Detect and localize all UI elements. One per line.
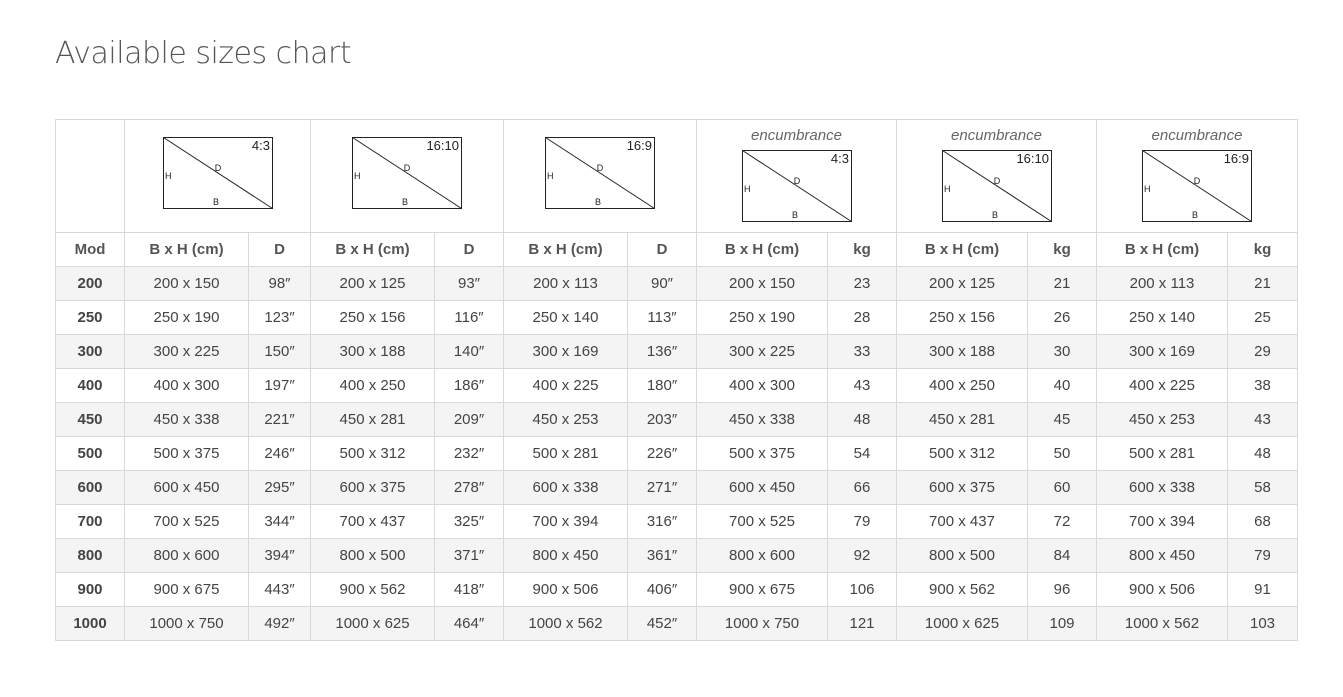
table-cell: 800 x 500 — [311, 539, 435, 573]
height-label: H — [743, 184, 750, 194]
column-header: B x H (cm) — [697, 233, 828, 267]
table-cell: 96 — [1028, 573, 1097, 607]
table-cell: 92 — [828, 539, 897, 573]
table-row — [56, 471, 1298, 505]
table-cell: 271″ — [628, 471, 697, 505]
table-cell: 197″ — [249, 369, 311, 403]
aspect-ratio-label: 16:10 — [1015, 151, 1049, 166]
table-cell: 250 x 140 — [1097, 301, 1228, 335]
table-cell: 48 — [1228, 437, 1298, 471]
table-cell: 123″ — [249, 301, 311, 335]
table-cell: 1000 x 625 — [897, 607, 1028, 641]
diagram-cell — [504, 120, 697, 233]
table-cell: 800 x 600 — [697, 539, 828, 573]
table-cell: 43 — [828, 369, 897, 403]
base-label: B — [212, 197, 219, 207]
aspect-ratio-label: 16:9 — [626, 138, 652, 153]
table-cell: 400 x 300 — [697, 369, 828, 403]
table-cell: 103 — [1228, 607, 1298, 641]
table-cell: 406″ — [628, 573, 697, 607]
model-cell: 900 — [56, 573, 125, 607]
table-cell: 60 — [1028, 471, 1097, 505]
table-cell: 450 x 281 — [311, 403, 435, 437]
sizes-table — [55, 119, 1298, 641]
table-cell: 45 — [1028, 403, 1097, 437]
column-header: B x H (cm) — [125, 233, 249, 267]
screen-diagram-4x3 — [742, 150, 852, 222]
base-label: B — [991, 210, 998, 220]
table-cell: 500 x 281 — [504, 437, 628, 471]
height-label: H — [354, 171, 361, 181]
table-cell: 800 x 500 — [897, 539, 1028, 573]
column-header: B x H (cm) — [1097, 233, 1228, 267]
table-cell: 344″ — [249, 505, 311, 539]
table-cell: 464″ — [435, 607, 504, 641]
table-cell: 300 x 188 — [311, 335, 435, 369]
table-cell: 200 x 125 — [897, 267, 1028, 301]
model-cell: 250 — [56, 301, 125, 335]
table-cell: 226″ — [628, 437, 697, 471]
column-header: D — [435, 233, 504, 267]
table-cell: 150″ — [249, 335, 311, 369]
base-label: B — [791, 210, 798, 220]
table-cell: 200 x 150 — [125, 267, 249, 301]
encumbrance-label: encumbrance — [951, 127, 1042, 144]
table-cell: 300 x 225 — [125, 335, 249, 369]
table-cell: 600 x 375 — [311, 471, 435, 505]
table-cell: 295″ — [249, 471, 311, 505]
base-label: B — [594, 197, 602, 207]
table-row — [56, 301, 1298, 335]
table-cell: 246″ — [249, 437, 311, 471]
diagonal-label: D — [403, 163, 411, 173]
table-cell: 93″ — [435, 267, 504, 301]
table-cell: 250 x 156 — [311, 301, 435, 335]
table-cell: 68 — [1228, 505, 1298, 539]
table-cell: 250 x 190 — [697, 301, 828, 335]
table-cell: 400 x 300 — [125, 369, 249, 403]
table-cell: 900 x 506 — [1097, 573, 1228, 607]
table-cell: 221″ — [249, 403, 311, 437]
table-cell: 38 — [1228, 369, 1298, 403]
model-cell: 800 — [56, 539, 125, 573]
diagonal-label: D — [993, 176, 1000, 186]
table-cell: 900 x 562 — [897, 573, 1028, 607]
model-cell: 500 — [56, 437, 125, 471]
table-cell: 200 x 125 — [311, 267, 435, 301]
table-cell: 136″ — [628, 335, 697, 369]
header-row — [56, 233, 1298, 267]
table-cell: 21 — [1228, 267, 1298, 301]
table-cell: 700 x 394 — [1097, 505, 1228, 539]
page-title: Available sizes chart — [55, 36, 352, 71]
table-cell: 452″ — [628, 607, 697, 641]
table-cell: 700 x 437 — [897, 505, 1028, 539]
screen-diagram-16x9 — [1142, 150, 1252, 222]
table-row — [56, 539, 1298, 573]
diagram-cell — [125, 120, 311, 233]
table-cell: 394″ — [249, 539, 311, 573]
model-cell: 450 — [56, 403, 125, 437]
table-cell: 500 x 312 — [311, 437, 435, 471]
table-row — [56, 403, 1298, 437]
table-cell: 600 x 338 — [1097, 471, 1228, 505]
table-cell: 500 x 375 — [697, 437, 828, 471]
table-cell: 72 — [1028, 505, 1097, 539]
table-cell: 278″ — [435, 471, 504, 505]
table-cell: 90″ — [628, 267, 697, 301]
table-cell: 200 x 150 — [697, 267, 828, 301]
height-label: H — [547, 171, 554, 181]
table-cell: 58 — [1228, 471, 1298, 505]
table-row — [56, 369, 1298, 403]
table-cell: 250 x 190 — [125, 301, 249, 335]
table-cell: 600 x 375 — [897, 471, 1028, 505]
table-row — [56, 505, 1298, 539]
table-cell: 40 — [1028, 369, 1097, 403]
table-cell: 84 — [1028, 539, 1097, 573]
height-label: H — [1144, 184, 1151, 194]
table-cell: 450 x 338 — [697, 403, 828, 437]
table-cell: 116″ — [435, 301, 504, 335]
table-cell: 1000 x 562 — [504, 607, 628, 641]
model-cell: 400 — [56, 369, 125, 403]
table-cell: 500 x 281 — [1097, 437, 1228, 471]
diagonal-label: D — [793, 176, 800, 186]
model-cell: 300 — [56, 335, 125, 369]
table-cell: 250 x 156 — [897, 301, 1028, 335]
table-cell: 700 x 525 — [697, 505, 828, 539]
table-cell: 600 x 450 — [697, 471, 828, 505]
table-cell: 500 x 312 — [897, 437, 1028, 471]
table-cell: 54 — [828, 437, 897, 471]
table-cell: 371″ — [435, 539, 504, 573]
table-cell: 106 — [828, 573, 897, 607]
table-cell: 1000 x 750 — [125, 607, 249, 641]
column-header: D — [249, 233, 311, 267]
table-cell: 30 — [1028, 335, 1097, 369]
table-cell: 109 — [1028, 607, 1097, 641]
table-cell: 21 — [1028, 267, 1097, 301]
table-row — [56, 607, 1298, 641]
table-body — [56, 267, 1298, 641]
diagram-cell — [1097, 120, 1298, 233]
column-header: B x H (cm) — [504, 233, 628, 267]
table-cell: 316″ — [628, 505, 697, 539]
table-cell: 121 — [828, 607, 897, 641]
table-cell: 400 x 250 — [897, 369, 1028, 403]
diagonal-label: D — [214, 163, 221, 173]
table-cell: 492″ — [249, 607, 311, 641]
table-cell: 361″ — [628, 539, 697, 573]
table-cell: 450 x 338 — [125, 403, 249, 437]
table-cell: 23 — [828, 267, 897, 301]
screen-diagram-16x10 — [352, 137, 462, 209]
column-header: B x H (cm) — [897, 233, 1028, 267]
table-cell: 800 x 600 — [125, 539, 249, 573]
screen-diagram-16x10 — [942, 150, 1052, 222]
diagram-row — [56, 120, 1298, 233]
aspect-ratio-label: 16:9 — [1223, 151, 1249, 166]
table-cell: 66 — [828, 471, 897, 505]
table-cell: 140″ — [435, 335, 504, 369]
table-cell: 900 x 675 — [125, 573, 249, 607]
table-cell: 300 x 169 — [504, 335, 628, 369]
table-row — [56, 573, 1298, 607]
table-cell: 418″ — [435, 573, 504, 607]
table-cell: 250 x 140 — [504, 301, 628, 335]
table-cell: 79 — [828, 505, 897, 539]
table-row — [56, 267, 1298, 301]
model-cell: 600 — [56, 471, 125, 505]
table-cell: 1000 x 625 — [311, 607, 435, 641]
column-header: B x H (cm) — [311, 233, 435, 267]
base-label: B — [1191, 210, 1199, 220]
table-cell: 33 — [828, 335, 897, 369]
corner-cell — [56, 120, 125, 233]
diagonal-label: D — [1193, 176, 1201, 186]
aspect-ratio-label: 4:3 — [251, 138, 270, 153]
table-cell: 600 x 338 — [504, 471, 628, 505]
table-cell: 450 x 281 — [897, 403, 1028, 437]
aspect-ratio-label: 16:10 — [426, 138, 459, 153]
table-cell: 232″ — [435, 437, 504, 471]
column-header: D — [628, 233, 697, 267]
table-cell: 186″ — [435, 369, 504, 403]
column-header: kg — [828, 233, 897, 267]
table-cell: 48 — [828, 403, 897, 437]
column-header: kg — [1228, 233, 1298, 267]
table-cell: 300 x 169 — [1097, 335, 1228, 369]
table-cell: 91 — [1228, 573, 1298, 607]
table-cell: 900 x 675 — [697, 573, 828, 607]
table-cell: 400 x 250 — [311, 369, 435, 403]
table-cell: 200 x 113 — [1097, 267, 1228, 301]
encumbrance-label: encumbrance — [1151, 127, 1243, 144]
table-cell: 800 x 450 — [1097, 539, 1228, 573]
column-header: kg — [1028, 233, 1097, 267]
diagram-cell — [897, 120, 1097, 233]
base-label: B — [401, 197, 409, 207]
model-cell: 200 — [56, 267, 125, 301]
model-cell: 1000 — [56, 607, 125, 641]
table-cell: 700 x 394 — [504, 505, 628, 539]
height-label: H — [164, 171, 171, 181]
table-cell: 1000 x 562 — [1097, 607, 1228, 641]
table-cell: 113″ — [628, 301, 697, 335]
table-cell: 203″ — [628, 403, 697, 437]
table-cell: 180″ — [628, 369, 697, 403]
diagram-cell — [697, 120, 897, 233]
screen-diagram-4x3 — [163, 137, 273, 209]
table-cell: 600 x 450 — [125, 471, 249, 505]
column-header: Mod — [56, 233, 125, 267]
table-cell: 300 x 225 — [697, 335, 828, 369]
screen-diagram-16x9 — [545, 137, 655, 209]
table-cell: 28 — [828, 301, 897, 335]
table-cell: 400 x 225 — [1097, 369, 1228, 403]
table-cell: 200 x 113 — [504, 267, 628, 301]
table-cell: 79 — [1228, 539, 1298, 573]
table-row — [56, 335, 1298, 369]
table-cell: 25 — [1228, 301, 1298, 335]
table-cell: 43 — [1228, 403, 1298, 437]
diagonal-label: D — [596, 163, 604, 173]
table-row — [56, 437, 1298, 471]
table-cell: 450 x 253 — [504, 403, 628, 437]
table-cell: 50 — [1028, 437, 1097, 471]
table-cell: 443″ — [249, 573, 311, 607]
table-cell: 29 — [1228, 335, 1298, 369]
table-cell: 325″ — [435, 505, 504, 539]
table-cell: 300 x 188 — [897, 335, 1028, 369]
table-cell: 98″ — [249, 267, 311, 301]
model-cell: 700 — [56, 505, 125, 539]
table-cell: 400 x 225 — [504, 369, 628, 403]
table-cell: 700 x 437 — [311, 505, 435, 539]
table-cell: 900 x 562 — [311, 573, 435, 607]
table-cell: 500 x 375 — [125, 437, 249, 471]
diagram-cell — [311, 120, 504, 233]
table-cell: 26 — [1028, 301, 1097, 335]
encumbrance-label: encumbrance — [751, 127, 842, 144]
table-cell: 1000 x 750 — [697, 607, 828, 641]
aspect-ratio-label: 4:3 — [830, 151, 849, 166]
table-cell: 209″ — [435, 403, 504, 437]
table-cell: 700 x 525 — [125, 505, 249, 539]
height-label: H — [943, 184, 950, 194]
table-cell: 900 x 506 — [504, 573, 628, 607]
table-cell: 450 x 253 — [1097, 403, 1228, 437]
table-cell: 800 x 450 — [504, 539, 628, 573]
